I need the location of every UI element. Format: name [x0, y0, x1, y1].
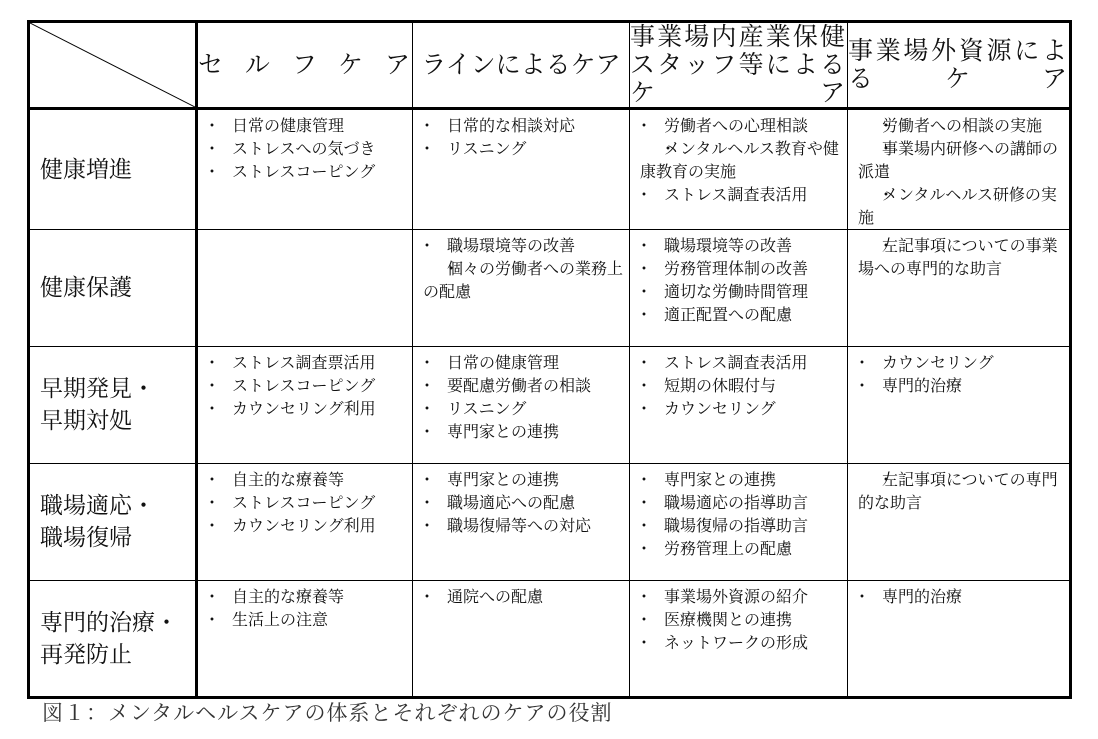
column-header-line-care: ラインによるケア: [413, 22, 630, 109]
table-cell: [197, 230, 413, 347]
list-item: ・ 労働者への相談の実施: [858, 114, 1063, 137]
list-item: ・ カウンセリング: [640, 397, 841, 420]
list-item: ・ カウンセリング利用: [208, 514, 406, 537]
list-item: ・ 左記事項についての専門的な助言: [858, 468, 1063, 514]
table-cell: [630, 581, 848, 698]
list-item: ・ 職場適応の指導助言: [640, 491, 841, 514]
bullet-list: [413, 230, 629, 303]
table-cell: [197, 347, 413, 464]
list-item: ・ 職場環境等の改善: [640, 234, 841, 257]
row-label: 早期発見・ 早期対処: [29, 347, 197, 464]
list-item: ・ カウンセリング: [858, 351, 1063, 374]
table-cell: [413, 347, 630, 464]
column-header-internal-staff-care: 事業場内産業保健スタッフ等によるケア: [630, 22, 847, 107]
list-item: ・ 職場環境等の改善: [423, 234, 623, 257]
bullet-list: [413, 581, 629, 608]
bullet-list: [630, 230, 847, 326]
table-row: [29, 464, 1071, 581]
bullet-list: [198, 464, 412, 537]
list-item: ・ 日常の健康管理: [423, 351, 623, 374]
list-item: ・ 日常の健康管理: [208, 114, 406, 137]
table-cell: [197, 464, 413, 581]
table-cell: [413, 230, 630, 347]
list-item: ・ カウンセリング利用: [208, 397, 406, 420]
bullet-list: [848, 464, 1069, 514]
list-item: ・ 職場適応への配慮: [423, 491, 623, 514]
table-row: [29, 347, 1071, 464]
list-item: ・ ストレスコーピング: [208, 491, 406, 514]
bullet-list: [848, 581, 1069, 608]
corner-cell: [29, 22, 197, 109]
table-cell: [848, 581, 1071, 698]
row-label: 専門的治療・ 再発防止: [29, 581, 197, 698]
list-item: ・ リスニング: [423, 397, 623, 420]
list-item: ・ 専門家との連携: [423, 468, 623, 491]
care-system-table-wrap: [27, 20, 1069, 696]
table-cell: [630, 230, 848, 347]
diagonal-line: [30, 23, 195, 107]
list-item: ・ ストレス調査表活用: [640, 183, 841, 206]
list-item: ・ ストレスへの気づき: [208, 137, 406, 160]
list-item: ・ 適切な労働時間管理: [640, 280, 841, 303]
bullet-list: [198, 110, 412, 183]
bullet-list: [848, 230, 1069, 280]
row-label: 職場適応・ 職場復帰: [29, 464, 197, 581]
table-cell: [630, 347, 848, 464]
table-cell: [630, 109, 848, 230]
care-system-table: [27, 20, 1072, 699]
bullet-list: [413, 347, 629, 443]
table-cell: [197, 109, 413, 230]
bullet-list: [413, 464, 629, 537]
list-item: ・ 専門家との連携: [423, 420, 623, 443]
table-row: [29, 230, 1071, 347]
table-cell: [413, 109, 630, 230]
bullet-list: [848, 110, 1069, 229]
list-item: ・ ストレスコーピング: [208, 160, 406, 183]
column-header-self-care: セルフケア: [197, 22, 413, 109]
bullet-list: [630, 347, 847, 420]
table-cell: [630, 464, 848, 581]
list-item: ・ 生活上の注意: [208, 608, 406, 631]
list-item: ・ 左記事項についての事業場への専門的な助言: [858, 234, 1063, 280]
list-item: ・ 専門的治療: [858, 374, 1063, 397]
list-item: ・ 要配慮労働者の相談: [423, 374, 623, 397]
list-item: ・ 適正配置への配慮: [640, 303, 841, 326]
row-label: 健康増進: [29, 109, 197, 230]
table-cell: [848, 464, 1071, 581]
list-item: ・ 自主的な療養等: [208, 585, 406, 608]
list-item: ・ 日常的な相談対応: [423, 114, 623, 137]
list-item: ・ 事業場内研修への講師の派遣: [858, 137, 1063, 183]
list-item: ・ 短期の休暇付与: [640, 374, 841, 397]
list-item: ・ ネットワークの形成: [640, 631, 841, 654]
bullet-list: [198, 230, 412, 234]
table-cell: [413, 464, 630, 581]
table-cell: [848, 230, 1071, 347]
row-label: 健康保護: [29, 230, 197, 347]
list-item: ・ 職場復帰等への対応: [423, 514, 623, 537]
list-item: ・ 職場復帰の指導助言: [640, 514, 841, 537]
list-item: ・ 専門的治療: [858, 585, 1063, 608]
list-item: ・ ストレス調査表活用: [640, 351, 841, 374]
list-item: ・ メンタルヘルス研修の実施: [858, 183, 1063, 229]
bullet-list: [848, 347, 1069, 397]
list-item: ・ 専門家との連携: [640, 468, 841, 491]
list-item: ・ 労働者への心理相談: [640, 114, 841, 137]
bullet-list: [198, 581, 412, 631]
list-item: ・ 事業場外資源の紹介: [640, 585, 841, 608]
list-item: ・ 医療機関との連携: [640, 608, 841, 631]
list-item: ・ ストレスコーピング: [208, 374, 406, 397]
table-row: [29, 581, 1071, 698]
column-header-external-resource-care: 事業場外資源によるケア: [848, 22, 1071, 109]
bullet-list: [413, 110, 629, 160]
list-item: ・ 労務管理体制の改善: [640, 257, 841, 280]
bullet-list: [630, 581, 847, 654]
table-cell: [413, 581, 630, 698]
list-item: ・ 個々の労働者への業務上の配慮: [423, 257, 623, 303]
list-item: ・ リスニング: [423, 137, 623, 160]
bullet-list: [630, 464, 847, 560]
table-cell: [197, 581, 413, 698]
list-item: ・ メンタルヘルス教育や健康教育の実施: [640, 137, 841, 183]
bullet-list: [630, 110, 847, 206]
table-cell: [848, 347, 1071, 464]
table-row: [29, 109, 1071, 230]
bullet-list: [198, 347, 412, 420]
list-item: ・ 自主的な療養等: [208, 468, 406, 491]
list-item: ・ 労務管理上の配慮: [640, 537, 841, 560]
figure-caption: 図１：メンタルヘルスケアの体系とそれぞれのケアの役割: [42, 701, 613, 725]
table-cell: [848, 109, 1071, 230]
list-item: ・ 通院への配慮: [423, 585, 623, 608]
list-item: ・ ストレス調査票活用: [208, 351, 406, 374]
header-row: [29, 22, 1071, 109]
